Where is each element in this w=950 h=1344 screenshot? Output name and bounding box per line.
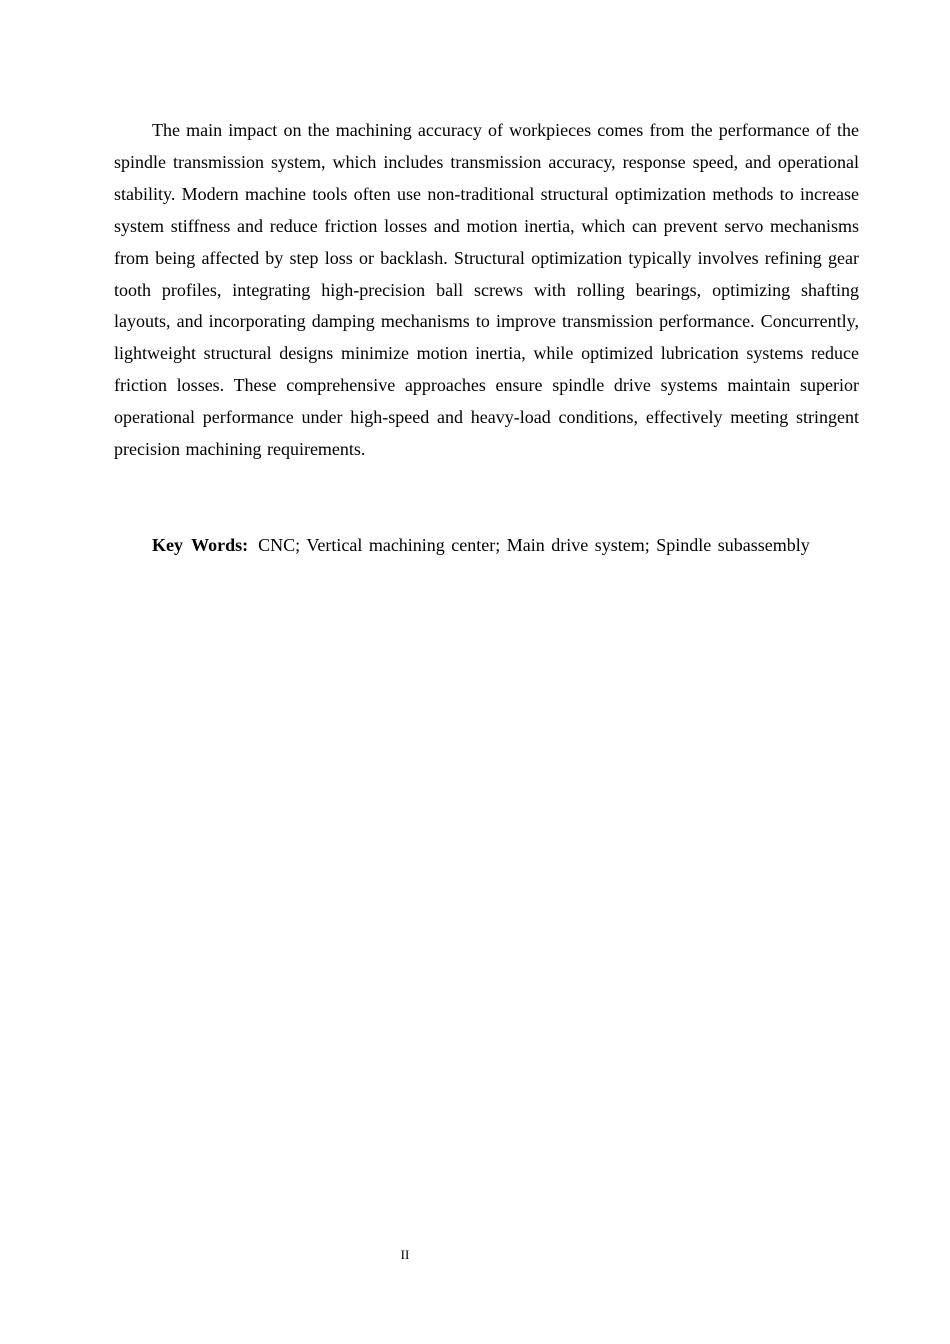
abstract-paragraph: The main impact on the machining accuracy of workpieces comes from the performance of the spindle transmission system, which includes transmission accuracy, response speed, and operational stability. Modern machine tools often use non-traditional structural optimization methods to increase system stiffness and reduce friction losses and motion inertia, which can prevent servo mechanisms from being affected by step loss or backlash. Structural optimization typically involves refining gear tooth profiles, integrating high-precision ball screws with rolling bearings, optimizing shafting layouts, and incorporating damping mechanisms to improve transmission performance. Concurrently, lightweight structural designs minimize motion inertia, while optimized lubrication systems reduce friction losses. These comprehensive approaches ensure spindle drive systems maintain superior operational performance under high-speed and heavy-load conditions, effectively meeting stringent precision machining requirements. bbox=[114, 120, 859, 460]
keywords-label: Key Words: bbox=[152, 535, 249, 555]
keywords-text: CNC; Vertical machining center; Main drive system; Spindle subassembly bbox=[258, 535, 810, 555]
keywords-line bbox=[152, 531, 872, 559]
page-number: II bbox=[400, 1247, 410, 1262]
